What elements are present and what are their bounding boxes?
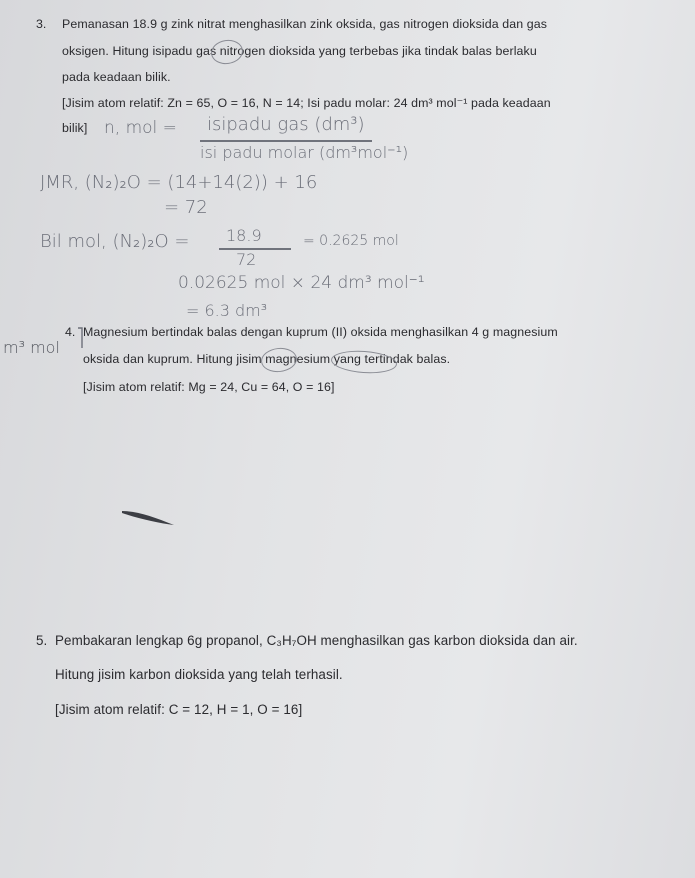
hw-line4-result: = 0.2625 mol bbox=[303, 233, 399, 249]
q5-data-line: [Jisim atom relatif: C = 12, H = 1, O = 16] bbox=[55, 702, 303, 717]
pen-bracket-mark bbox=[38, 322, 88, 352]
hw-line4-left: Bil mol, (N₂)₂O = bbox=[40, 231, 190, 252]
hw-line4-denominator: 72 bbox=[236, 250, 257, 269]
q3-data-line2: bilik] bbox=[62, 121, 88, 135]
hw-line2: JMR, (N₂)₂O = (14+14(2)) + 16 bbox=[40, 172, 318, 193]
q4-number: 4. bbox=[65, 325, 76, 339]
q3-text-line3: pada keadaan bilik. bbox=[62, 70, 171, 84]
q4-text-line1: Magnesium bertindak balas dengan kuprum (II) oksida menghasilkan 4 g magnesium bbox=[83, 325, 558, 339]
q3-text-line2: oksigen. Hitung isipadu gas nitrogen dioksida yang terbebas jika tindak balas berlaku bbox=[62, 44, 537, 58]
q5-text-line1: Pembakaran lengkap 6g propanol, C₃H₇OH menghasilkan gas karbon dioksida dan air. bbox=[55, 633, 578, 648]
q5-text-line2: Hitung jisim karbon dioksida yang telah terhasil. bbox=[55, 667, 343, 682]
hw-line1-numerator: isipadu gas (dm³) bbox=[207, 114, 365, 135]
hw-line4-numerator: 18.9 bbox=[226, 226, 262, 245]
faint-show-through-1 bbox=[175, 404, 182, 422]
q3-number: 3. bbox=[36, 17, 47, 31]
hw-line3: = 72 bbox=[164, 197, 208, 218]
ink-smudge bbox=[118, 505, 178, 529]
hw-line1-left: n, mol = bbox=[104, 118, 177, 138]
hw-line5: 0.02625 mol × 24 dm³ mol⁻¹ bbox=[178, 273, 425, 293]
pen-circle-mark bbox=[209, 38, 244, 66]
hw-margin-note: m³ mol bbox=[3, 338, 60, 357]
pen-circle-mark-q4a bbox=[260, 346, 298, 374]
hw-line1-fraction-bar bbox=[200, 140, 372, 142]
hw-line1-denominator: isi padu molar (dm³mol⁻¹) bbox=[200, 143, 409, 162]
q4-data-line: [Jisim atom relatif: Mg = 24, Cu = 64, O = 16] bbox=[83, 380, 335, 394]
q4-text-line2: oksida dan kuprum. Hitung jisim magnesium yang tertindak balas. bbox=[83, 352, 451, 366]
q3-data-line1: [Jisim atom relatif: Zn = 65, O = 16, N = 14; Isi padu molar: 24 dm³ mol⁻¹ pada keadaan bbox=[62, 96, 551, 110]
q3-text-line1: Pemanasan 18.9 g zink nitrat menghasilkan zink oksida, gas nitrogen dioksida dan gas bbox=[62, 17, 548, 31]
hw-line6: = 6.3 dm³ bbox=[186, 301, 268, 320]
q5-number: 5. bbox=[36, 633, 48, 648]
